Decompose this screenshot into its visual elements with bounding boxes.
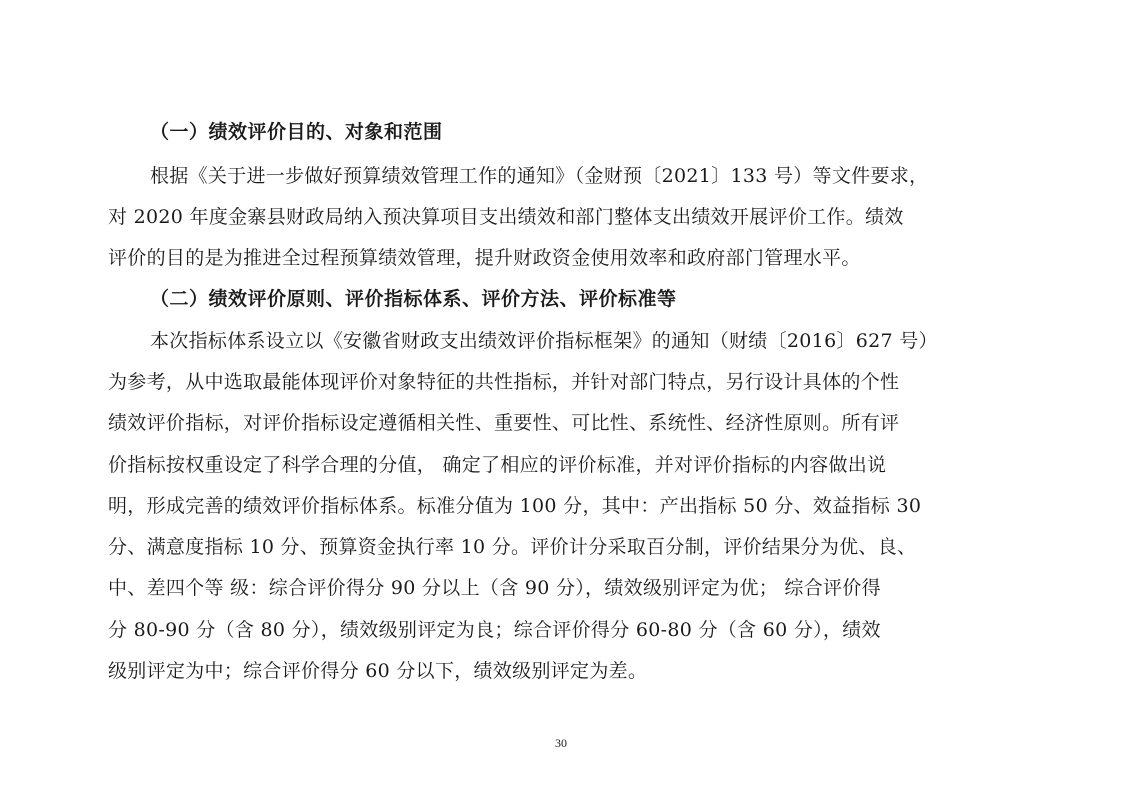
paragraph-line: 绩效评价指标，对评价指标设定遵循相关性、重要性、可比性、系统性、经济性原则。所有评	[108, 412, 900, 434]
paragraph-line: 评价的目的是为推进全过程预算绩效管理，提升财政资金使用效率和政府部门管理水平。	[108, 247, 861, 269]
paragraph-line: 级别评定为中；综合评价得分 60 分以下，绩效级别评定为差。	[108, 660, 648, 682]
page-number: 30	[555, 736, 567, 750]
section-heading-2: （二）绩效评价原则、评价指标体系、评价方法、评价标准等	[150, 288, 677, 310]
paragraph-line: 价指标按权重设定了科学合理的分值， 确定了相应的评价标准，并对评价指标的内容做出说	[108, 454, 887, 476]
paragraph-line: 中、差四个等 级：综合评价得分 90 分以上（含 90 分），绩效级别评定为优； 综合评价得	[108, 577, 881, 599]
paragraph-line: 分、满意度指标 10 分、预算资金执行率 10 分。评价计分采取百分制，评价结果分为优、良、	[108, 536, 917, 558]
paragraph-line: 根据《关于进一步做好预算绩效管理工作的通知》（金财预〔2021〕133 号）等文件要求，	[150, 165, 929, 187]
paragraph-line: 分 80-90 分（含 80 分），绩效级别评定为良；综合评价得分 60-80 分（含 60 分），绩效	[108, 619, 881, 641]
section-heading-1: （一）绩效评价目的、对象和范围	[150, 121, 443, 143]
paragraph-line: 为参考，从中选取最能体现评价对象特征的共性指标，并针对部门特点，另行设计具体的个性	[108, 371, 900, 393]
paragraph-line: 明，形成完善的绩效评价指标体系。标准分值为 100 分，其中：产出指标 50 分、效益指标 30	[108, 495, 922, 517]
paragraph-line: 本次指标体系设立以《安徽省财政支出绩效评价指标框架》的通知（财绩〔2016〕627 号）	[150, 330, 938, 352]
paragraph-line: 对 2020 年度金寨县财政局纳入预决算项目支出绩效和部门整体支出绩效开展评价工作。绩效	[108, 206, 904, 228]
